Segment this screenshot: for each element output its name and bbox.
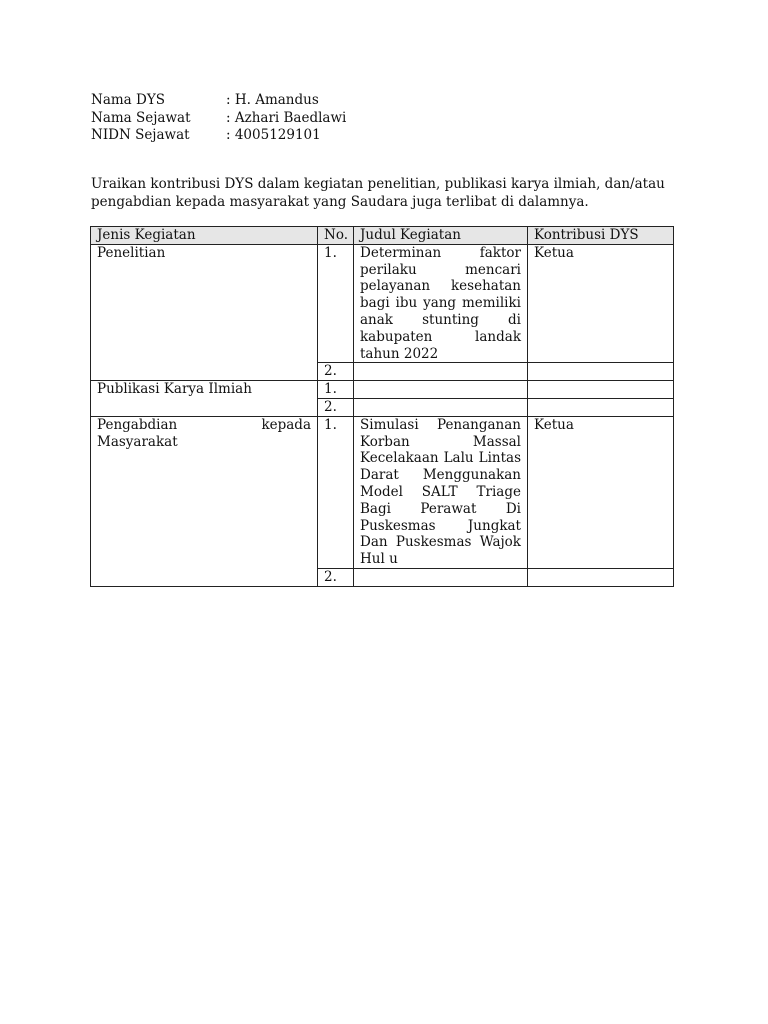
info-value: : H. Amandus [226,92,319,108]
table-row [91,381,674,399]
cell-kontribusi: Ketua [528,416,674,568]
cell-kontribusi [528,568,674,586]
cell-no: 1. [318,244,354,363]
table-row [91,416,674,568]
cell-kontribusi [528,363,674,381]
info-value: : 4005129101 [226,127,321,143]
jenis-word: Masyarakat [97,433,178,450]
cell-judul: Simulasi Penanganan Korban Massal Kecelakaan Lalu Lintas Darat Menggunakan Model SALT Triage Bagi Perawat Di Puskesmas Jungkat Dan Puskesmas Wajok Hul u [354,416,528,568]
cell-jenis-pengabdian [91,416,318,586]
cell-judul: Determinan faktor perilaku mencari pelayanan kesehatan bagi ibu yang memiliki anak stunting di kabupaten landak tahun 2022 [354,244,528,363]
cell-kontribusi [528,381,674,399]
cell-jenis-publikasi: Publikasi Karya Ilmiah [91,381,318,417]
cell-no: 2. [318,363,354,381]
cell-judul [354,568,528,586]
cell-no: 1. [318,381,354,399]
cell-no: 2. [318,568,354,586]
info-label: Nama DYS [91,92,165,108]
info-value: : Azhari Baedlawi [226,109,347,126]
cell-judul [354,363,528,381]
cell-jenis-penelitian: Penelitian [91,244,318,380]
info-label: Nama Sejawat [91,109,191,126]
info-label: NIDN Sejawat [91,127,190,143]
cell-no: 2. [318,398,354,416]
info-row-nama-dys [91,92,346,110]
cell-judul [354,398,528,416]
instruction-paragraph: Uraikan kontribusi DYS dalam kegiatan penelitian, publikasi karya ilmiah, dan/atau pengabdian kepada masyarakat yang Saudara juga terlibat di dalamnya. [91,176,665,210]
header-jenis-kegiatan: Jenis Kegiatan [91,227,318,245]
header-judul-kegiatan: Judul Kegiatan [354,227,528,245]
info-row-nidn-sejawat [91,127,346,145]
info-row-nama-sejawat [91,110,346,128]
cell-kontribusi: Ketua [528,244,674,363]
identity-block [91,92,346,145]
jenis-word: Pengabdian [97,416,178,433]
jenis-word: kepada [261,416,311,433]
table-row [91,244,674,363]
contribution-table [90,226,674,587]
header-no: No. [318,227,354,245]
cell-kontribusi [528,398,674,416]
cell-judul [354,381,528,399]
jenis-line [97,417,311,434]
header-kontribusi-dys: Kontribusi DYS [528,227,674,245]
table-header-row [91,227,674,245]
cell-no: 1. [318,416,354,568]
